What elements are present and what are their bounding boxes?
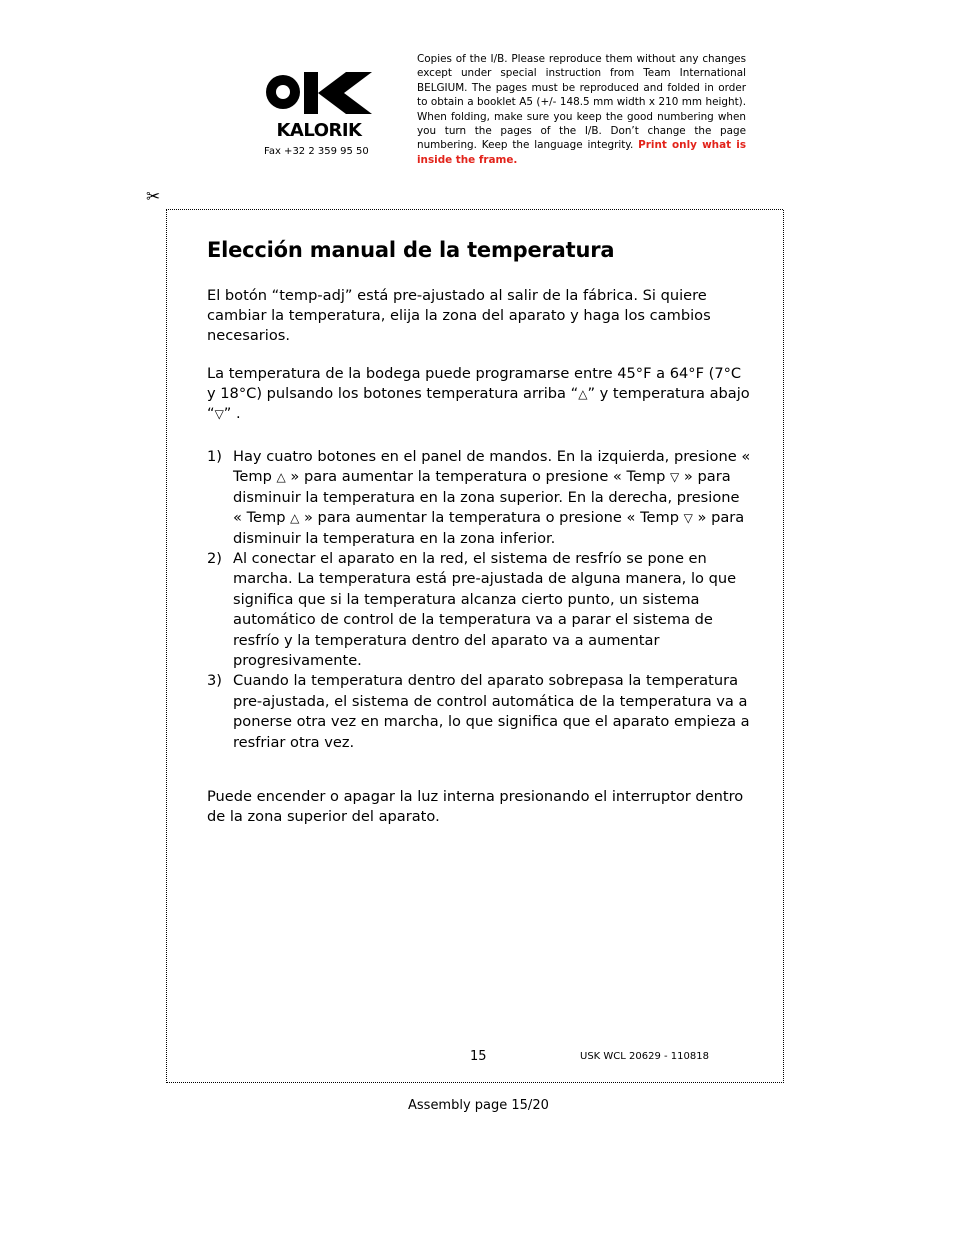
up-triangle-icon: △ xyxy=(290,511,300,526)
kalorik-logo xyxy=(264,68,374,140)
list-text: Al conectar el aparato en la red, el sistema de resfrío se pone en marcha. La temperatura está pre-ajustada de alguna manera, lo que significa que si la temperatura alcanza cierto punto, un sistema automático de control de la temperatura va a parar el sistema de resfrío y la temperatura dentro del aparato va a aumentar progresivamente. xyxy=(233,550,737,670)
brand-name: KALORIK xyxy=(276,120,362,140)
down-triangle-icon: ▽ xyxy=(214,407,224,421)
reproduction-notice xyxy=(417,52,746,167)
paragraph-intro: El botón “temp-adj” está pre-ajustado al salir de la fábrica. Si quiere cambiar la temperatura, elija la zona del aparato y haga los cambios necesarios. xyxy=(207,287,711,344)
up-triangle-icon: △ xyxy=(276,470,286,485)
range-text-b: ” y temperatura abajo “ xyxy=(207,385,750,422)
page-number: 15 xyxy=(470,1049,487,1064)
list-item xyxy=(207,549,752,671)
list-item xyxy=(207,671,752,753)
up-triangle-icon: △ xyxy=(578,387,588,401)
range-text-a: La temperatura de la bodega puede programarse entre 45°F a 64°F (7°C y 18°C) pulsando los botones temperatura arriba “ xyxy=(207,365,742,402)
down-triangle-icon: ▽ xyxy=(670,470,680,485)
list-text: Cuando la temperatura dentro del aparato sobrepasa la temperatura pre-ajustada, el sistema de control automática de la temperatura va a ponerse otra vez en marcha, lo que significa que el aparato empieza a resfriar otra vez. xyxy=(233,672,750,751)
list-text-part: » para disminuir la temperatura en la zona superior. En la derecha, presione « Temp xyxy=(233,468,740,527)
list-number: 2) xyxy=(207,550,222,568)
list-text-part: » para disminuir la temperatura en la zona inferior. xyxy=(233,509,745,547)
list-text-part: Hay cuatro botones en el panel de mandos. En la izquierda, presione « Temp xyxy=(233,448,751,486)
paragraph-range xyxy=(207,364,752,424)
assembly-page-label: Assembly page 15/20 xyxy=(408,1098,549,1113)
range-text-c: ” . xyxy=(223,405,241,422)
notice-warning: Print only what is inside the frame. xyxy=(417,139,746,166)
list-text xyxy=(233,447,752,549)
instruction-list xyxy=(207,447,752,753)
list-number: 3) xyxy=(207,672,222,690)
document-code: USK WCL 20629 - 110818 xyxy=(580,1051,709,1062)
list-text-part: » para aumentar la temperatura o presione « Temp xyxy=(299,509,684,527)
scissors-icon: ✂ xyxy=(146,187,161,207)
list-item xyxy=(207,447,752,549)
list-number: 1) xyxy=(207,448,222,465)
section-title: Elección manual de la temperatura xyxy=(207,238,615,262)
paragraph-light: Puede encender o apagar la luz interna presionando el interruptor dentro de la zona superior del aparato. xyxy=(207,788,744,825)
down-triangle-icon: ▽ xyxy=(683,511,693,526)
notice-text: Copies of the I/B. Please reproduce them without any changes except under special instruction from Team International BELGIUM. The pages must be reproduced and folded in order to obtain a booklet A5 (+/- 148.5 mm width x 210 mm height). When folding, make sure you keep the good numbering when you turn the pages of the I/B. Don’t change the page numbering. Keep the language integrity. xyxy=(417,53,746,152)
list-text-part: » para aumentar la temperatura o presione « Temp xyxy=(285,468,671,486)
fax-number: Fax +32 2 359 95 50 xyxy=(264,146,369,157)
